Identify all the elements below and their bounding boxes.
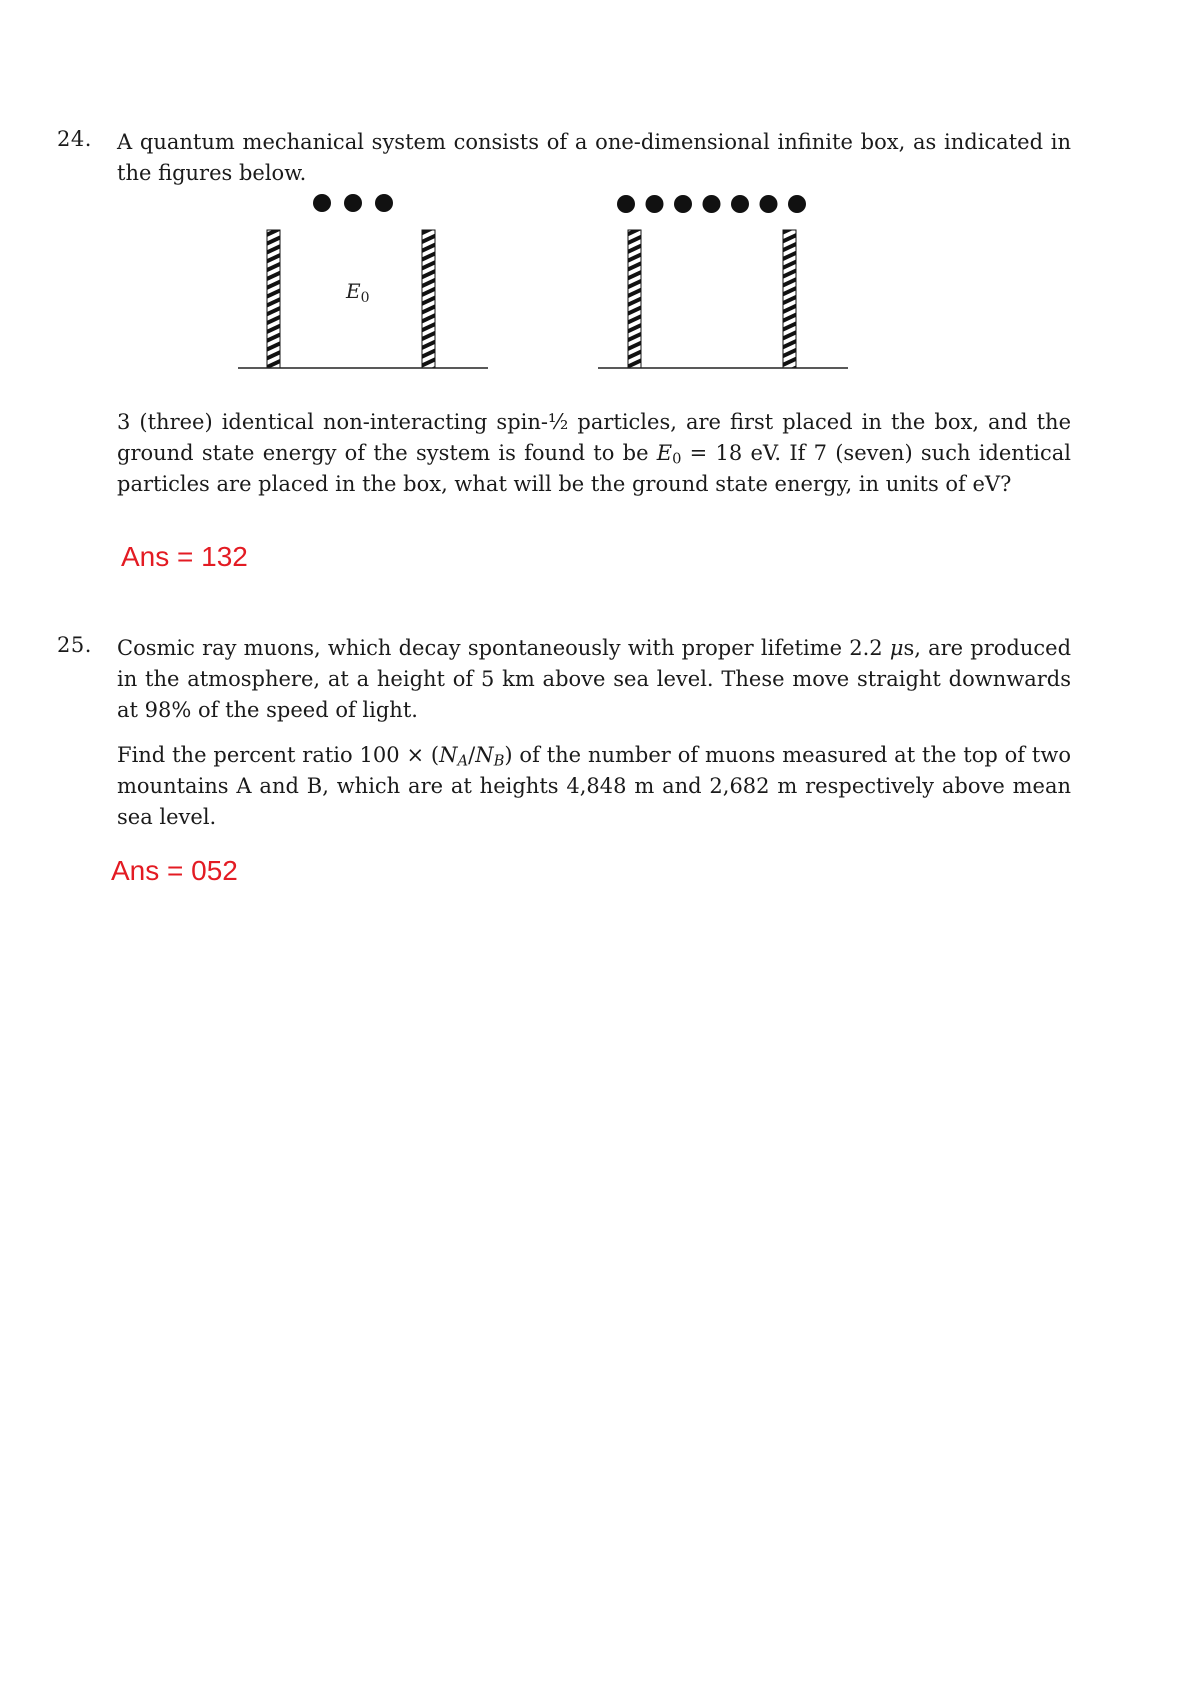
left-box-particles (313, 194, 393, 212)
question-25-p1-part1: Cosmic ray muons, which decay spontaneously with proper lifetime 2.2 (117, 636, 890, 660)
ratio-slash: / (468, 743, 476, 767)
question-25-p2-part1: Find the percent ratio 100 × ( (117, 743, 440, 767)
question-24-body-part1: 3 (three) identical non-interacting spin-½ particles, are first placed in the box, and the ground state energy of the system is found to be (117, 410, 1071, 465)
question-25-p1-part2: s, are produced in the atmosphere, at a height of 5 km above sea level. These move straight downwards at 98% of the speed of light. (117, 636, 1072, 722)
question-24-body (117, 407, 1071, 500)
nb-symbol: N (475, 743, 494, 767)
infinite-box-figure (230, 188, 870, 388)
left-box-particle (313, 194, 331, 212)
question-24-intro: A quantum mechanical system consists of a one-dimensional infinite box, as indicated in the figures below. (117, 130, 1071, 185)
energy-symbol: E (346, 279, 361, 303)
right-box-particle (731, 195, 749, 213)
left-box-energy-label (345, 279, 370, 306)
question-25-paragraph-2 (117, 740, 1071, 833)
left-box (238, 194, 488, 368)
right-box (598, 195, 848, 368)
right-box-particle (788, 195, 806, 213)
question-25-paragraph-1 (117, 633, 1071, 726)
energy-subscript: 0 (360, 290, 370, 306)
mu-symbol: μ (889, 636, 904, 660)
nb-subscript: B (493, 752, 505, 770)
right-box-particles (617, 195, 806, 213)
question-24-number: 24. (57, 127, 92, 151)
question-25-answer: Ans = 052 (111, 855, 238, 886)
right-box-particle (703, 195, 721, 213)
right-box-particle (674, 195, 692, 213)
question-24-body-part2: = 18 eV. If 7 (seven) such identical particles are placed in the box, what will be the ground state energy, in units of eV? (117, 441, 1071, 496)
energy-subscript-inline: 0 (672, 450, 682, 468)
question-24-answer: Ans = 132 (121, 541, 248, 572)
right-box-right-wall (783, 230, 796, 368)
left-box-left-wall (267, 230, 280, 368)
na-symbol: N (439, 743, 458, 767)
right-box-particle (646, 195, 664, 213)
question-25-p2-part2: ) of the number of muons measured at the top of two mountains A and B, which are at heights 4,848 m and 2,682 m respectively above mean sea level. (117, 743, 1071, 829)
left-box-particle (375, 194, 393, 212)
energy-symbol-inline: E (656, 441, 673, 465)
right-box-particle (760, 195, 778, 213)
right-box-particle (617, 195, 635, 213)
question-25-number: 25. (57, 633, 92, 657)
na-subscript: A (457, 752, 469, 770)
left-box-right-wall (422, 230, 435, 368)
right-box-left-wall (628, 230, 641, 368)
left-box-particle (344, 194, 362, 212)
